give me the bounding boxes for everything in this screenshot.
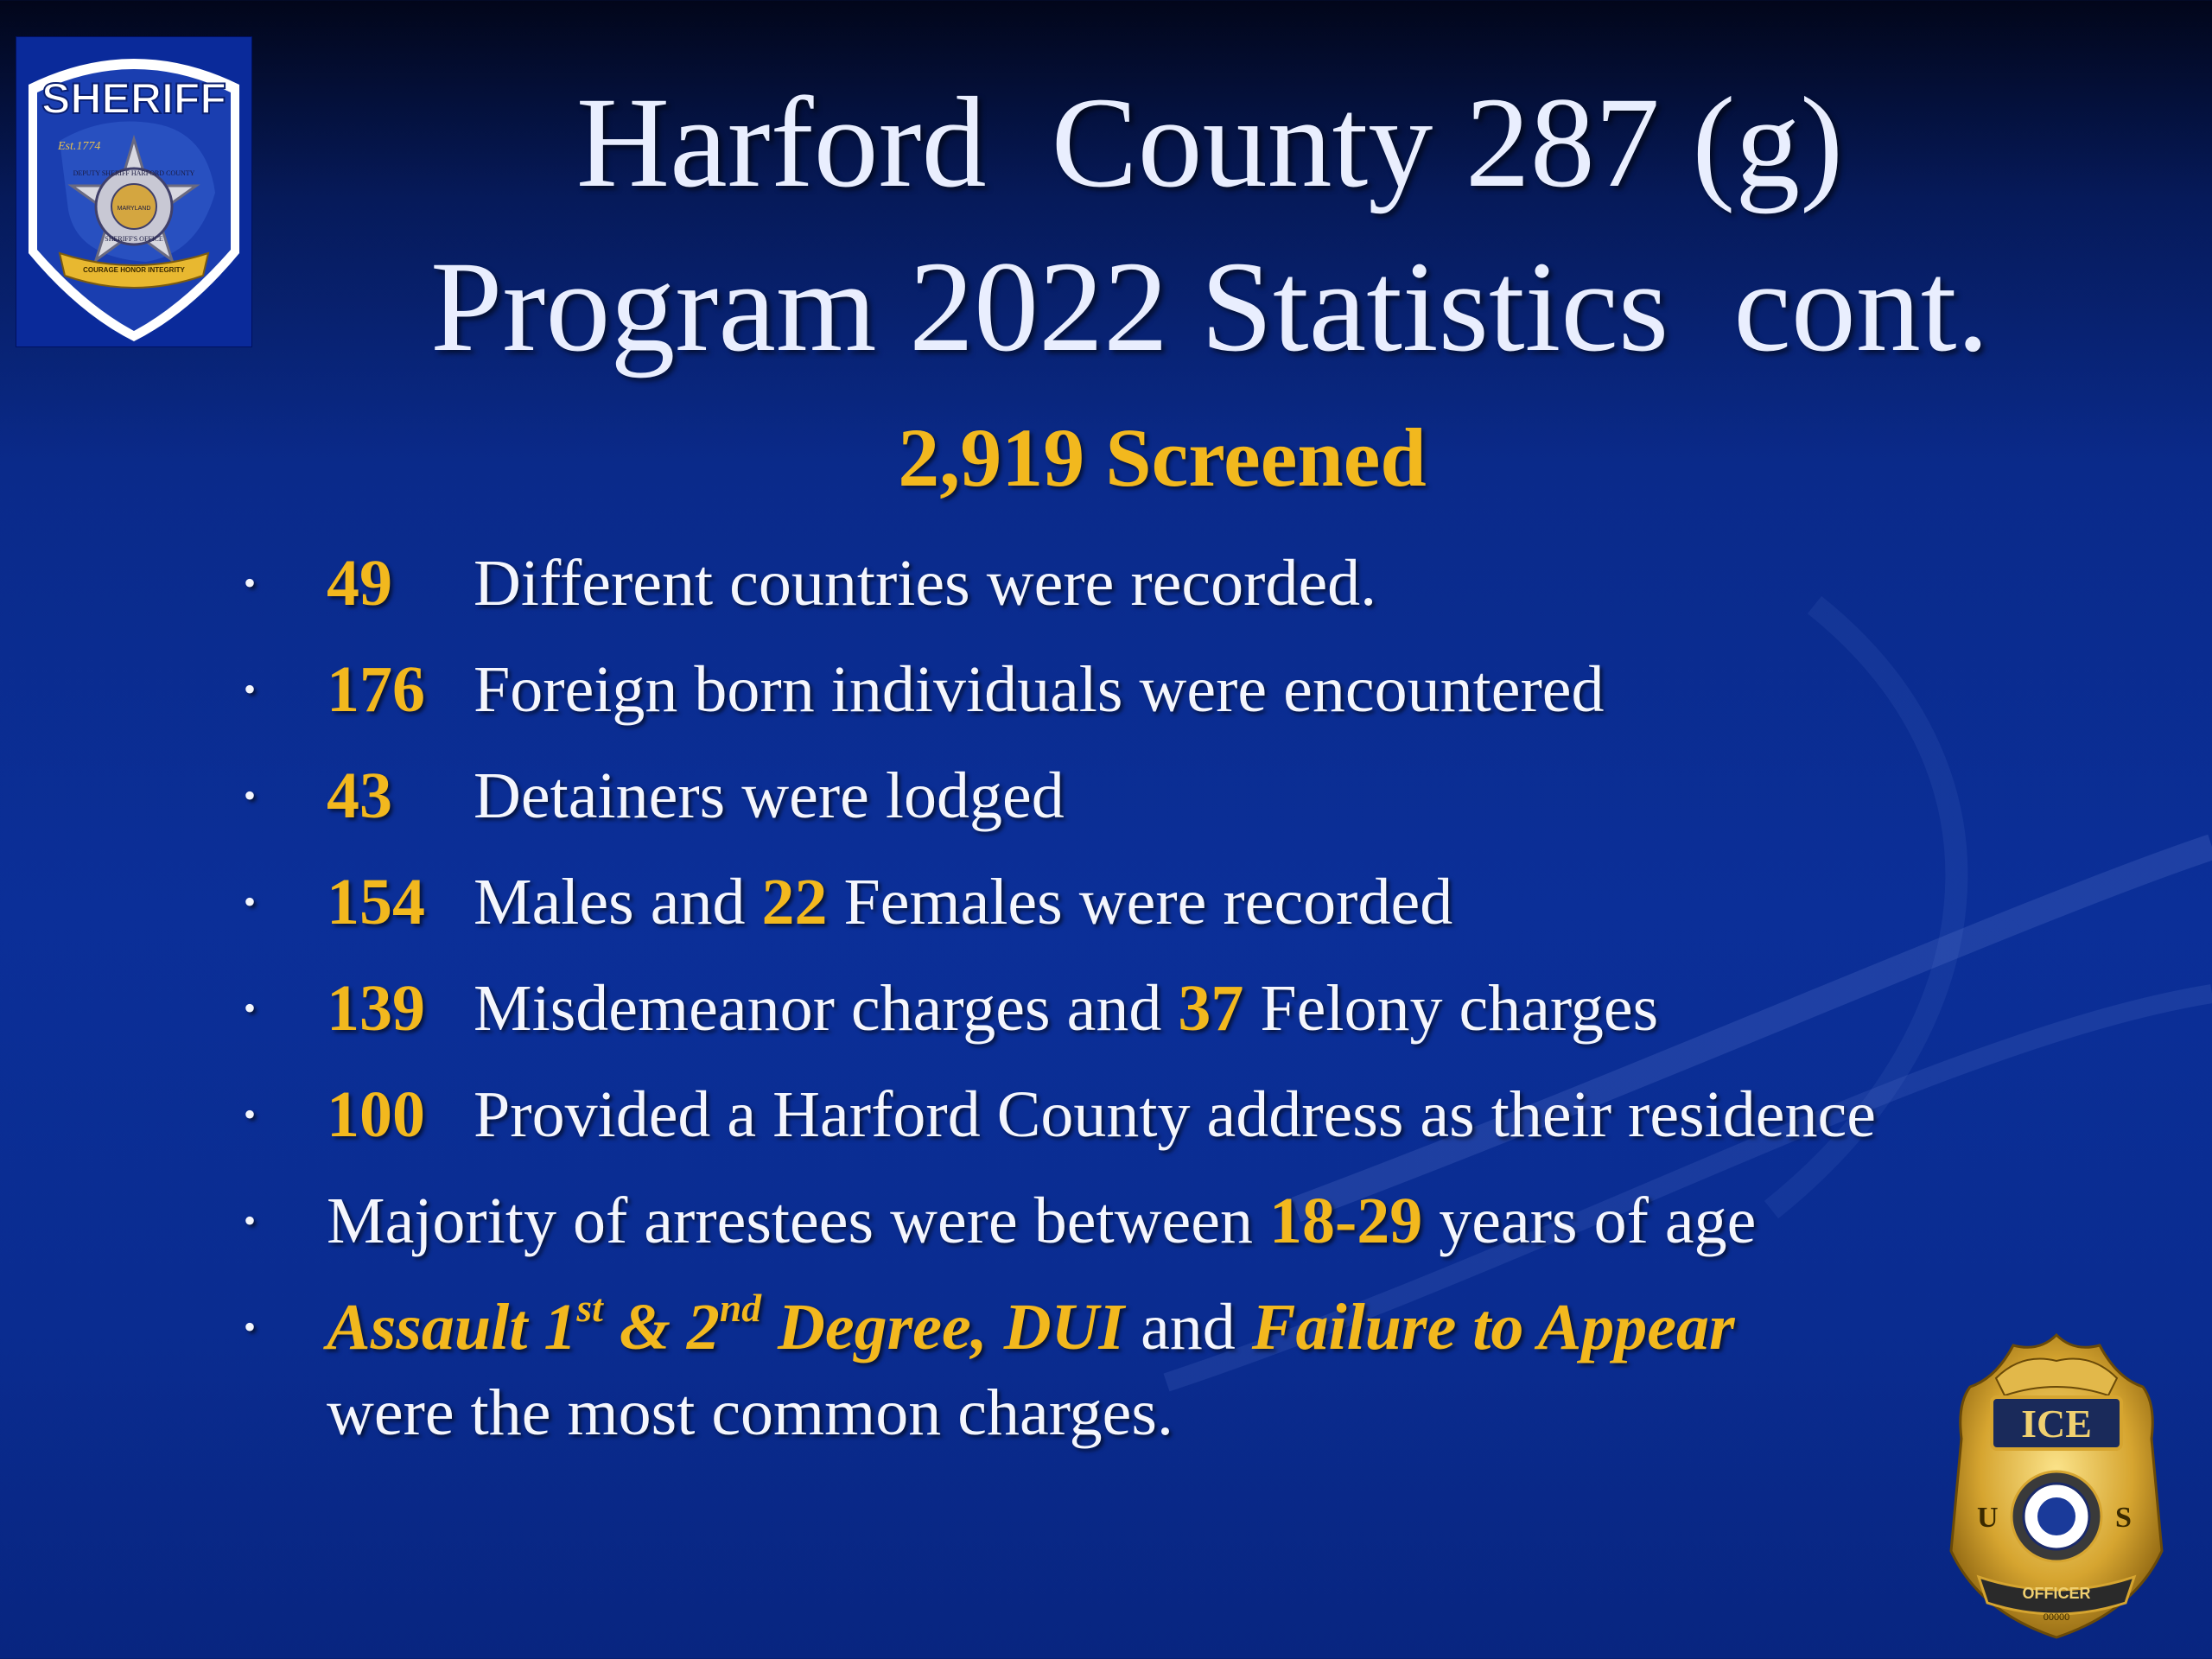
bullet-icon: • (244, 882, 257, 921)
charge-failure-to-appear: Failure to Appear (1251, 1291, 1735, 1363)
stat-text-line2: were the most common charges. (327, 1376, 1173, 1449)
stat-text (474, 965, 1658, 1052)
stat-text-a: Males and (474, 866, 746, 938)
stat-text-b: Felony charges (1260, 972, 1659, 1045)
bullet-icon: • (244, 1307, 257, 1346)
superscript-nd: nd (719, 1286, 762, 1331)
stat-text: Different countries were recorded. (474, 547, 1377, 620)
slide-title-line2: Program 2022 Statistics cont. (429, 235, 1990, 378)
bullet-icon: • (244, 1095, 257, 1134)
ice-badge-banner: ICE (2021, 1402, 2092, 1446)
bullet-icon: • (244, 670, 257, 709)
slide-title (259, 60, 2160, 389)
stat-text-b: Females were recorded (843, 866, 1453, 938)
stat-number: 100 (327, 1078, 425, 1151)
ice-badge-letter-s: S (2115, 1502, 2132, 1534)
sheriff-logo-office: SHERIFF'S OFFICE (105, 235, 163, 243)
charge-degree-dui: Degree, DUI (761, 1291, 1125, 1363)
stat-text-a: Majority of arrestees were between (327, 1185, 1253, 1257)
stat-text: Detainers were lodged (474, 760, 1065, 832)
slide-subtitle: 2,919 Screened (898, 411, 1427, 504)
stat-text (474, 859, 1452, 945)
stat-number-secondary: 18-29 (1268, 1185, 1423, 1257)
sheriff-logo-ribbon: COURAGE HONOR INTEGRITY (83, 266, 185, 274)
bullet-icon: • (244, 988, 257, 1027)
stat-number: 43 (327, 760, 392, 832)
stat-number: 176 (327, 653, 425, 726)
sheriff-logo-center: MARYLAND (117, 206, 151, 212)
sheriff-logo (16, 36, 252, 347)
stat-text-b: years of age (1439, 1185, 1757, 1257)
stat-text-mid: and (1124, 1291, 1252, 1363)
sheriff-logo-ring-text: DEPUTY SHERIFF HARFORD COUNTY (73, 169, 195, 177)
stat-text: Foreign born individuals were encountered (474, 653, 1605, 726)
sheriff-logo-est: Est.1774 (58, 140, 101, 153)
charge-assault (327, 1286, 1125, 1363)
stat-number: 154 (327, 866, 425, 938)
stat-text: Provided a Harford County address as their residence (474, 1078, 1876, 1151)
charge-assault-2: & 2 (602, 1291, 720, 1363)
bullet-icon: • (244, 776, 257, 815)
ice-badge-officer: OFFICER (2022, 1585, 2091, 1602)
bullet-icon: • (244, 1201, 257, 1240)
stat-text-a: Misdemeanor charges and (474, 972, 1162, 1045)
bullet-icon: • (244, 563, 257, 602)
stat-number-secondary: 37 (1178, 972, 1244, 1045)
stat-text (327, 1178, 1756, 1264)
charge-assault-1: Assault 1 (327, 1291, 577, 1363)
ice-badge-logo (1944, 1326, 2169, 1642)
ice-badge-letter-u: U (1977, 1502, 1999, 1534)
stat-number: 139 (327, 972, 425, 1045)
sheriff-logo-title: SHERIFF (41, 74, 226, 123)
superscript-st: st (576, 1286, 603, 1331)
slide-title-line1: Harford County 287 (g) (575, 71, 1844, 214)
stat-number: 49 (327, 547, 392, 620)
stat-text (327, 1284, 1735, 1370)
stat-number-secondary: 22 (761, 866, 828, 938)
ice-badge-serial: 00000 (2043, 1612, 2070, 1623)
